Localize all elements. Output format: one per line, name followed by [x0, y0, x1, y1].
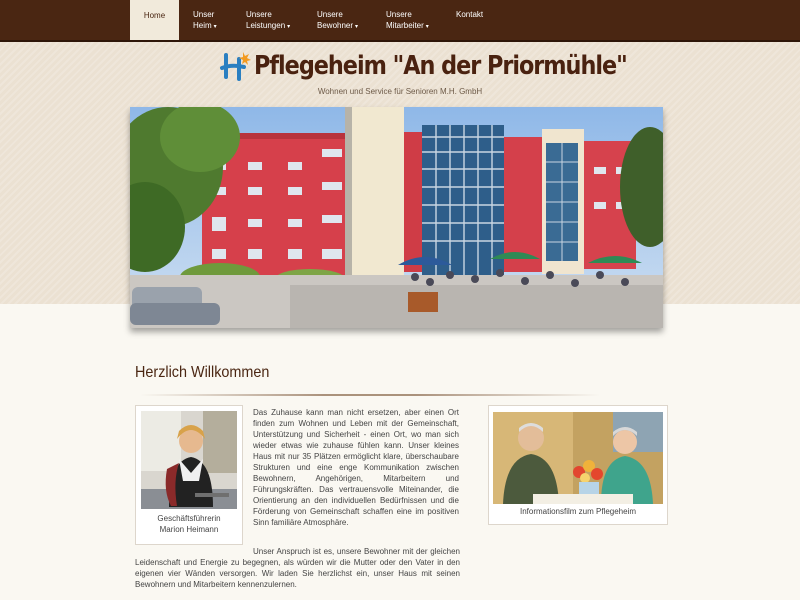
nav-label-line2: Heim	[193, 21, 212, 30]
nav-item-unsere-bewohner[interactable]	[317, 0, 373, 40]
nav-label-kontakt: Kontakt	[456, 10, 484, 19]
nav-label-line2: Mitarbeiter	[386, 21, 424, 30]
nav-label-line1: Unsere	[246, 10, 272, 19]
main-navigation	[0, 0, 800, 42]
site-tagline: Wohnen und Service für Senioren M.H. GmbH	[317, 87, 483, 96]
nav-label-line1: Unser	[193, 10, 215, 19]
welcome-intro-text: Das Zuhause kann man nicht ersetzen, aber einen Ort finden zum Wohnen und Leben mit der Gemeinschaft, Unterstützung und Sicherheit - einen Ort, wo man sich wieder etwas wie zuhause fühlen kann. Unser kleines Haus mit nur 35 Plätzen ermöglicht klare, überschaubare Strukturen und eine enge Kommunikation zwischen Bewohnern, Angehörigen, Mitarbeitern und Führungskräften. Das vertrauensvolle Miteinander, die Orientierung an den individuellen Bedürfnissen und die Förderung von Gemeinschaft schaffen eine im positiven Sinn familiäre Atmosphäre.	[253, 408, 459, 527]
nav-label-line1: Unsere	[317, 10, 343, 19]
video-card[interactable]	[488, 405, 668, 525]
nav-item-unsere-mitarbeiter[interactable]	[386, 0, 446, 40]
site-title: Pflegeheim "An der Priormühle"	[254, 51, 627, 81]
nav-item-unser-heim[interactable]	[193, 0, 233, 40]
nav-label-home: Home	[143, 11, 166, 20]
chevron-down-icon: ▾	[355, 24, 359, 30]
site-logo[interactable]	[219, 49, 687, 83]
nav-item-kontakt[interactable]	[456, 0, 496, 40]
hero-image	[130, 107, 663, 328]
nav-item-home[interactable]	[130, 0, 179, 40]
chevron-down-icon: ▾	[287, 24, 291, 30]
welcome-heading: Herzlich Willkommen	[135, 364, 270, 381]
nav-item-unsere-leistungen[interactable]	[246, 0, 306, 40]
chevron-down-icon: ▾	[213, 24, 217, 30]
nav-label-line2: Leistungen	[246, 21, 286, 30]
logo-mark-icon	[219, 49, 253, 83]
nav-label-line2: Bewohner	[317, 21, 354, 30]
chevron-down-icon: ▾	[425, 24, 429, 30]
manager-card	[135, 405, 243, 545]
section-divider	[140, 394, 600, 396]
manager-role: Geschäftsführerin	[157, 514, 221, 523]
nav-label-line1: Unsere	[386, 10, 412, 19]
video-thumbnail[interactable]	[493, 412, 663, 504]
manager-name: Marion Heimann	[159, 525, 219, 534]
manager-photo	[141, 411, 237, 509]
video-caption: Informationsfilm zum Pflegeheim	[519, 507, 637, 516]
welcome-continuation-text: Unser Anspruch ist es, unsere Bewohner mit der gleichen Leidenschaft und Energie zu begegnen, als würden wir die Mutter oder den Vater in den eigenen vier Wänden versorgen. Wir laden Sie herzlichst ein, unser Haus mit seinen Bewohnern und Mitarbeitern kennenzulernen.	[135, 547, 460, 589]
